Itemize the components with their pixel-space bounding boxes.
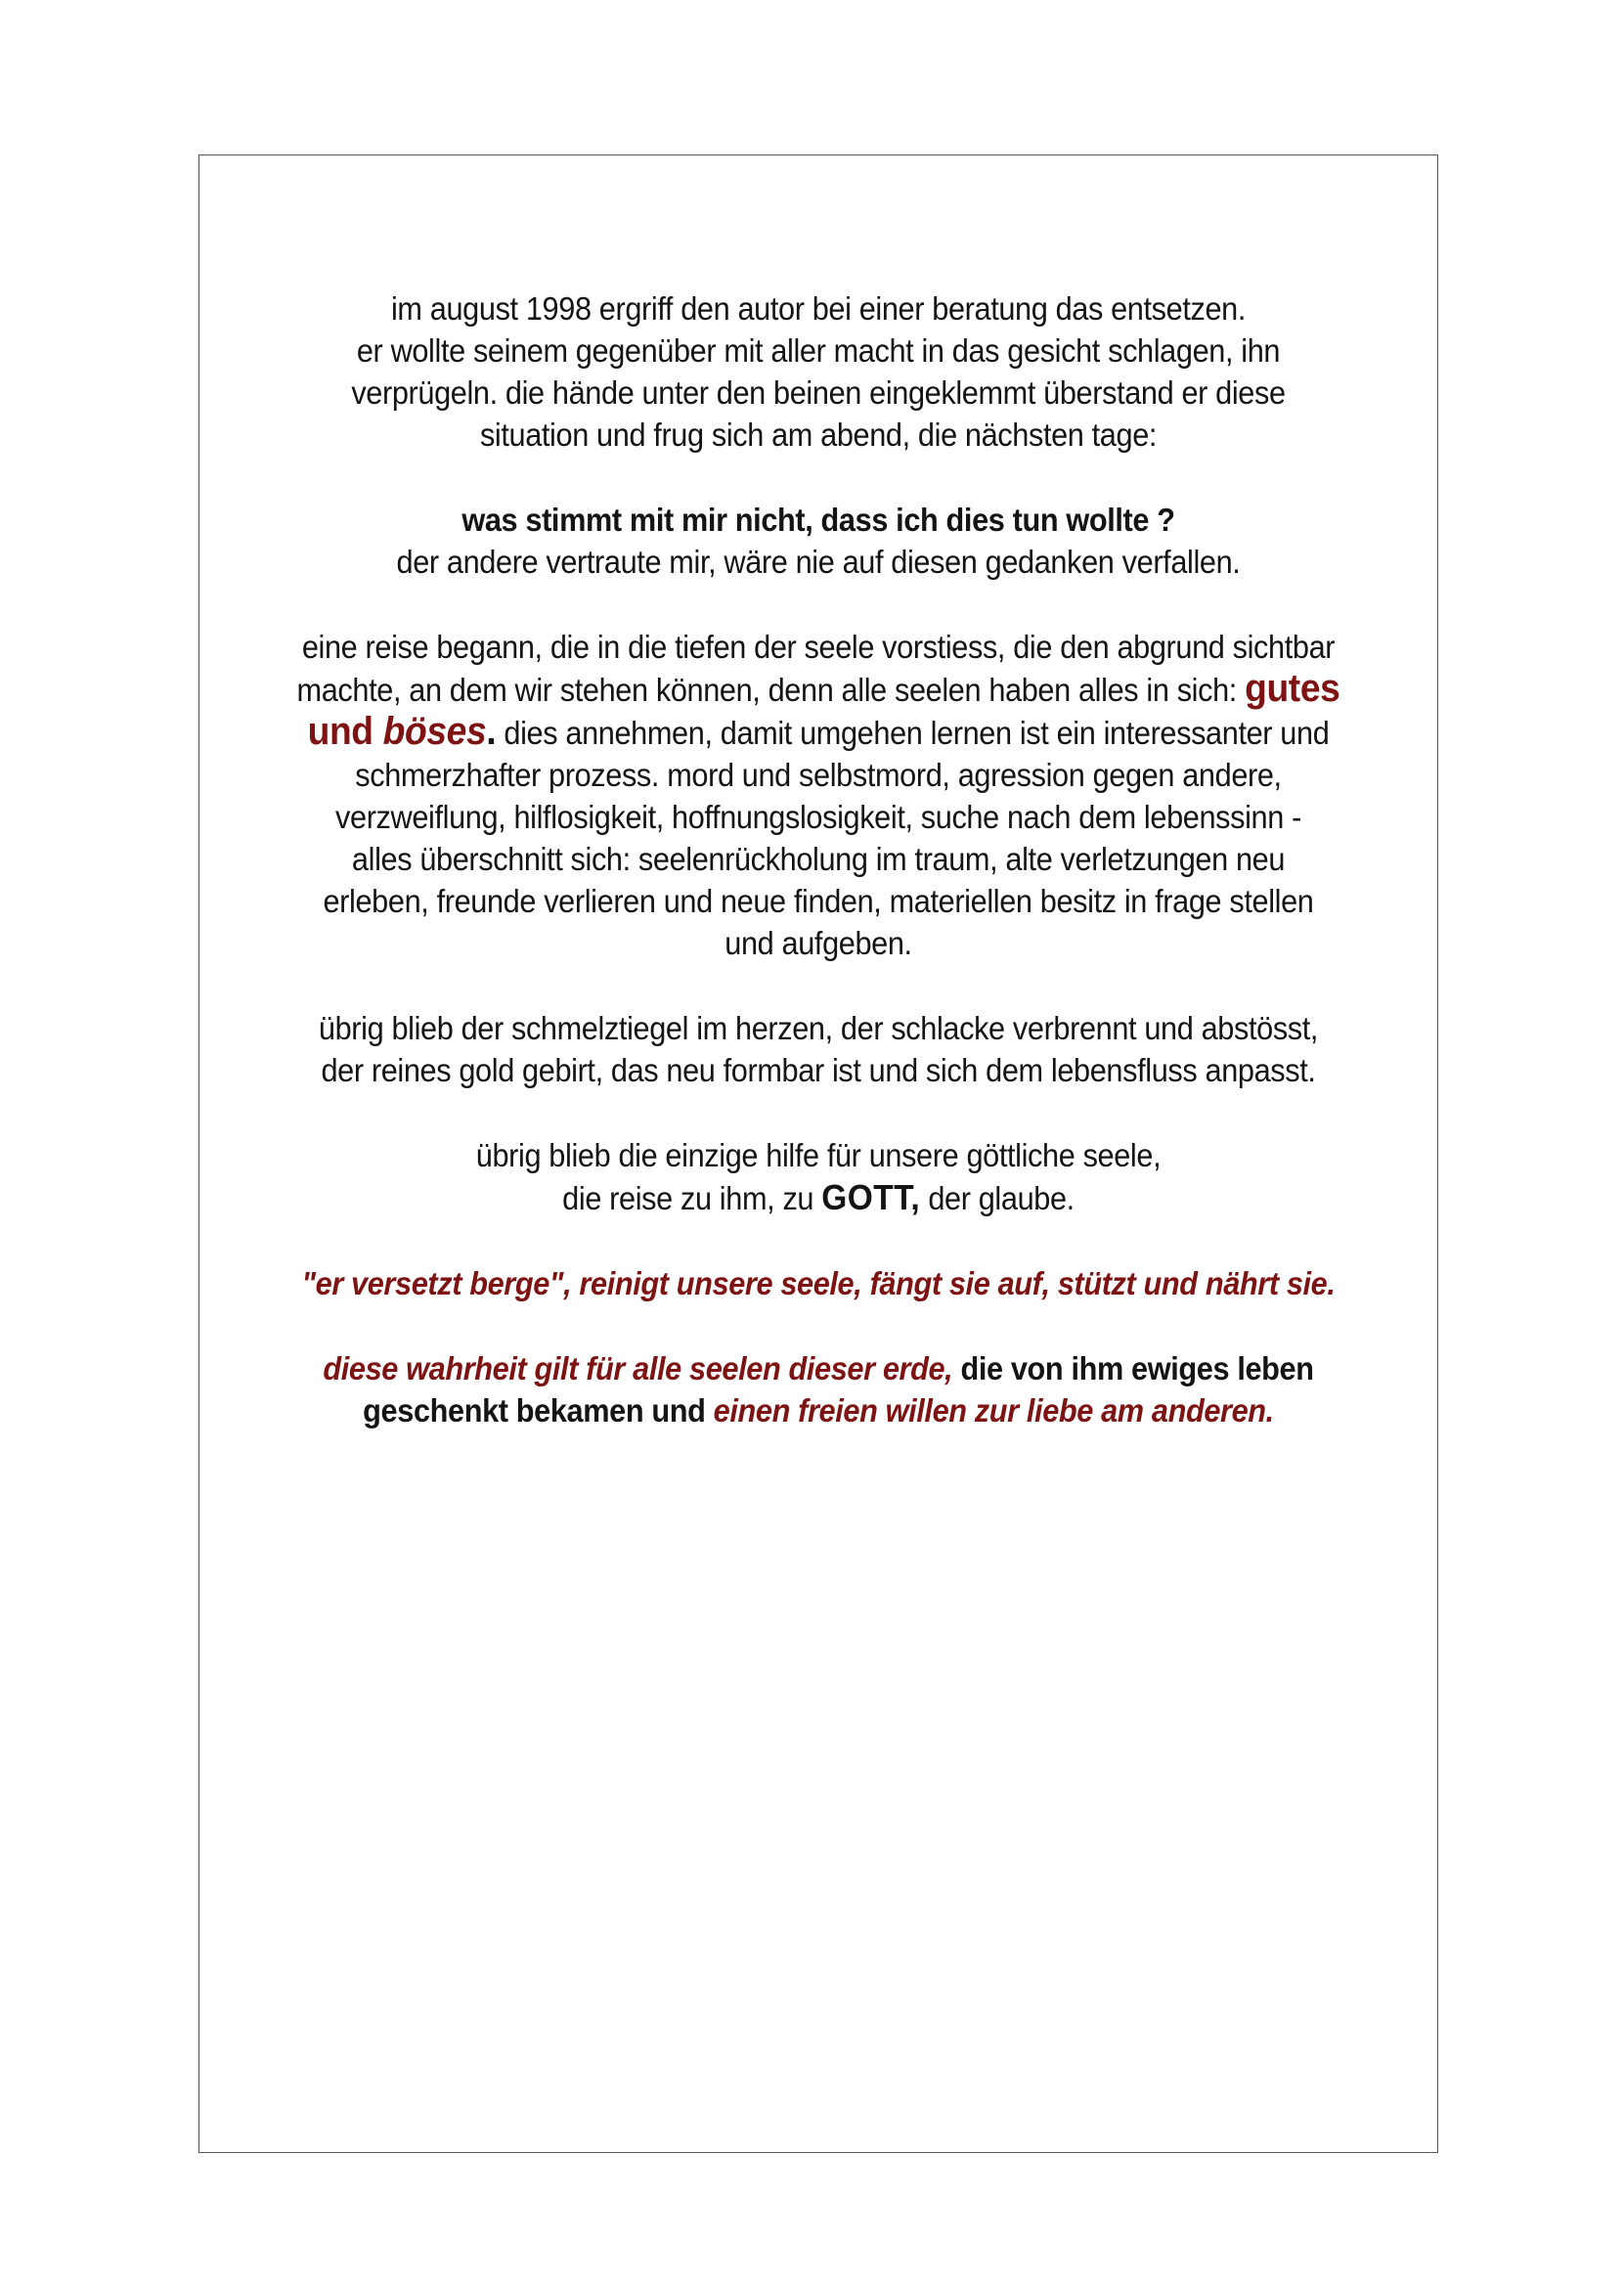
text-line: der reines gold gebirt, das neu formbar ist und sich dem lebensfluss anpasst. (321, 1052, 1316, 1088)
text-segment: dies annehmen, damit umgehen lernen ist ein interessanter und (496, 715, 1330, 751)
text-line: eine reise begann, die in die tiefen der seele vorstiess, die den abgrund sichtbar (301, 629, 1336, 665)
paragraph-question (241, 499, 1394, 583)
text-line: situation und frug sich am abend, die nächsten tage: (479, 417, 1158, 453)
emphasis-und: und (307, 710, 383, 753)
text-line (241, 1176, 1394, 1219)
emphasis-truth: diese wahrheit gilt für alle seelen dieser erde, (323, 1350, 953, 1386)
paragraph-intro (241, 287, 1394, 456)
text-line: schmerzhafter prozess. mord und selbstmord, agression gegen andere, (355, 757, 1282, 793)
text-segment: die reise zu ihm, zu (562, 1180, 822, 1216)
text-line (241, 1347, 1394, 1389)
text-line (241, 1389, 1394, 1431)
text-segment: machte, an dem wir stehen können, denn alle seelen haben alles in sich: (296, 672, 1246, 708)
text-line: und aufgeben. (724, 925, 912, 961)
text-line (241, 668, 1394, 711)
text-line: übrig blieb die einzige hilfe für unsere göttliche seele, (475, 1137, 1162, 1173)
text-line: er wollte seinem gegenüber mit aller macht in das gesicht schlagen, ihn (356, 332, 1281, 369)
paragraph-quote (241, 1262, 1394, 1304)
document-body (241, 287, 1394, 1431)
emphasis-boeses: böses (382, 710, 487, 753)
paragraph-faith (241, 1134, 1394, 1219)
paragraph-truth (241, 1347, 1394, 1431)
text-segment: der glaube. (920, 1180, 1075, 1216)
emphasis-period: . (486, 710, 497, 753)
text-segment: geschenkt bekamen und (363, 1392, 714, 1429)
paragraph-crucible (241, 1007, 1394, 1091)
text-line: im august 1998 ergriff den autor bei einer beratung das entsetzen. (390, 290, 1247, 327)
text-line (241, 711, 1394, 754)
emphasis-gutes: gutes (1245, 667, 1340, 710)
question-heading: was stimmt mit mir nicht, dass ich dies tun wollte ? (461, 502, 1175, 538)
emphasis-god: GOTT, (821, 1177, 921, 1217)
text-segment: die von ihm ewiges leben (952, 1350, 1314, 1386)
text-line: verzweiflung, hilflosigkeit, hoffnungslosigkeit, suche nach dem lebenssinn - (335, 799, 1301, 835)
paragraph-journey (241, 626, 1394, 964)
text-line: verprügeln. die hände unter den beinen eingeklemmt überstand er diese (351, 374, 1286, 411)
text-line: erleben, freunde verlieren und neue finden, materiellen besitz in frage stellen (323, 883, 1314, 919)
text-line: übrig blieb der schmelztiegel im herzen, der schlacke verbrennt und abstösst, (318, 1010, 1319, 1046)
quote-line: "er versetzt berge", reinigt unsere seele, fängt sie auf, stützt und nährt sie. (301, 1265, 1336, 1301)
text-line: der andere vertraute mir, wäre nie auf diesen gedanken verfallen. (396, 544, 1241, 580)
text-line: alles überschnitt sich: seelenrückholung im traum, alte verletzungen neu (351, 841, 1286, 877)
emphasis-free-will: einen freien willen zur liebe am anderen. (713, 1392, 1274, 1429)
